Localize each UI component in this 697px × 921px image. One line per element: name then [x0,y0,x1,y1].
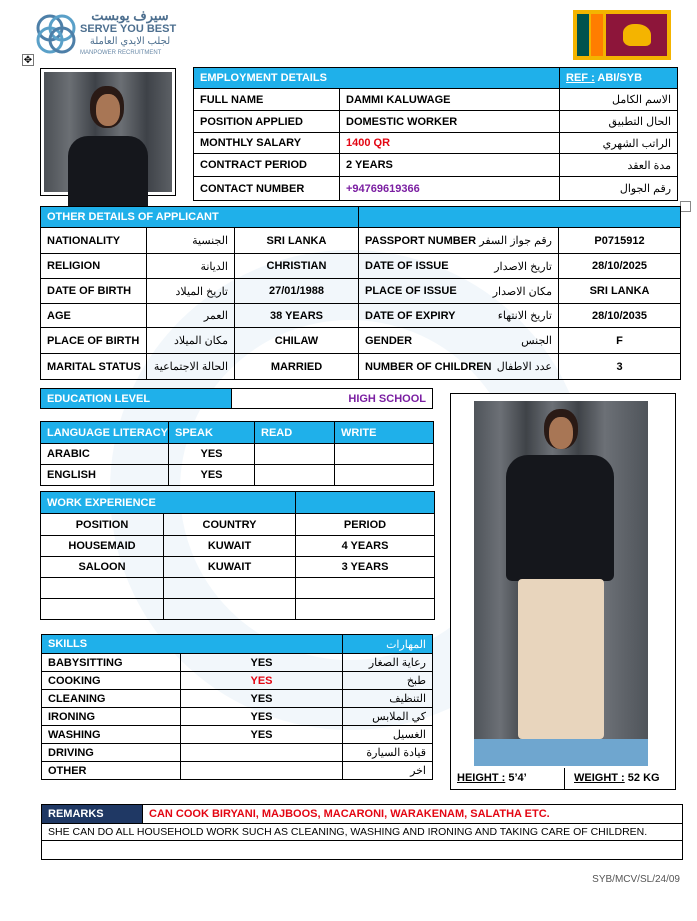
skill-value [181,762,343,780]
field-label-ar: الراتب الشهري [560,133,678,154]
position-cell: SALOON [41,557,164,578]
speak-value: YES [169,465,255,486]
table-row [41,557,435,578]
field-label-ar: الاسم الكامل [560,89,678,111]
field-label: MARITAL STATUS [41,354,147,380]
skill-name-ar: اخر [343,762,433,780]
education-table [40,388,433,409]
field-label: PLACE OF ISSUE [359,279,489,304]
skill-row [42,690,433,708]
work-experience-table [40,491,435,620]
skill-name-ar: كي الملابس [343,708,433,726]
skill-value: YES [181,726,343,744]
field-value: 27/01/1988 [235,279,359,304]
skill-name-ar: رعاية الصغار [343,654,433,672]
skill-name: DRIVING [42,744,181,762]
skill-value: YES [181,672,343,690]
skill-name-ar: قيادة السيارة [343,744,433,762]
logo-mark-icon [34,12,78,56]
field-label: GENDER [359,328,489,354]
field-label: NUMBER OF CHILDREN [359,354,489,380]
field-label: RELIGION [41,254,147,279]
move-handle-icon[interactable]: ✥ [23,55,33,66]
table-row [41,578,435,599]
field-label: FULL NAME [194,89,340,111]
skill-value: YES [181,654,343,672]
field-label-ar: مكان الاصدار [489,279,559,304]
field-label: DATE OF EXPIRY [359,304,489,328]
logo-arabic: سيرف يوبست [91,8,169,23]
weight-label: WEIGHT : [574,772,625,784]
field-value: 38 YEARS [235,304,359,328]
position-cell [41,599,164,620]
logo-sub: MANPOWER RECRUITMENT [80,50,162,56]
read-header: READ [255,422,335,444]
field-label-ar: تاريخ الانتهاء [489,304,559,328]
applicant-photo-full [450,393,676,790]
ref-cell [560,68,678,89]
field-label-ar: رقم الجوال [560,177,678,201]
language-header: LANGUAGE LITERACY [41,422,169,444]
field-label: AGE [41,304,147,328]
field-label: MONTHLY SALARY [194,133,340,154]
other-details-header: OTHER DETAILS OF APPLICANT [41,207,359,228]
field-label: POSITION APPLIED [194,111,340,133]
speak-value: YES [169,444,255,465]
skills-header: SKILLS [42,635,343,654]
applicant-photo-portrait [40,68,176,196]
speak-header: SPEAK [169,422,255,444]
country-cell: KUWAIT [164,536,296,557]
field-value: 1400 QR [340,133,560,154]
skills-header-ar: المهارات [343,635,433,654]
skill-value: YES [181,708,343,726]
field-value: SRI LANKA [235,228,359,254]
field-label-ar: عدد الاطفال [489,354,559,380]
field-label-ar: العمر [147,304,235,328]
field-value: DOMESTIC WORKER [340,111,560,133]
country-cell [164,599,296,620]
field-label-ar: تاريخ الاصدار [489,254,559,279]
skill-name: OTHER [42,762,181,780]
skill-row [42,672,433,690]
remarks-label: REMARKS [42,805,143,824]
field-label: CONTACT NUMBER [194,177,340,201]
field-label: PLACE OF BIRTH [41,328,147,354]
field-value: P0715912 [559,228,681,254]
ref-label: REF : [566,72,595,84]
ref-value: ABI/SYB [597,72,643,84]
field-value: F [559,328,681,354]
field-label: NATIONALITY [41,228,147,254]
position-cell [41,578,164,599]
language-name: ARABIC [41,444,169,465]
country-cell [164,578,296,599]
sri-lanka-flag-icon [573,10,671,60]
field-label: DATE OF ISSUE [359,254,489,279]
field-value: 28/10/2025 [559,254,681,279]
country-cell: KUWAIT [164,557,296,578]
table-row [41,536,435,557]
field-value: +94769619366 [340,177,560,201]
field-label-ar: الديانة [147,254,235,279]
skill-name: CLEANING [42,690,181,708]
resize-handle[interactable] [680,201,691,212]
remarks-table [41,804,683,860]
period-cell: 4 YEARS [296,536,435,557]
skill-row [42,654,433,672]
field-label-ar: مدة العقد [560,154,678,177]
field-value: DAMMI KALUWAGE [340,89,560,111]
skill-row [42,708,433,726]
skill-row [42,762,433,780]
height-label: HEIGHT : [457,772,506,784]
language-name: ENGLISH [41,465,169,486]
weight-value: 52 KG [627,772,660,784]
position-cell: HOUSEMAID [41,536,164,557]
logo-english: SERVE YOU BEST [80,23,177,35]
company-logo [30,8,180,63]
field-label: DATE OF BIRTH [41,279,147,304]
employment-header: EMPLOYMENT DETAILS [194,68,560,89]
other-details-table [40,206,681,380]
field-label-ar: الحال التطبيق [560,111,678,133]
language-literacy-table [40,421,434,486]
field-value: CHRISTIAN [235,254,359,279]
skills-table [41,634,433,780]
table-row [41,599,435,620]
field-value: 3 [559,354,681,380]
skill-row [42,744,433,762]
field-label-ar: مكان الميلاد [147,328,235,354]
column-header: COUNTRY [164,514,296,536]
field-value: CHILAW [235,328,359,354]
remarks-highlight: CAN COOK BIRYANI, MAJBOOS, MACARONI, WARAKENAM, SALATHA ETC. [143,805,683,824]
field-value: 2 YEARS [340,154,560,177]
remarks-text: SHE CAN DO ALL HOUSEHOLD WORK SUCH AS CLEANING, WASHING AND IRONING AND TAKING CARE OF CHILDREN. [42,824,683,841]
skill-value: YES [181,690,343,708]
skill-row [42,726,433,744]
skill-name: IRONING [42,708,181,726]
skill-value [181,744,343,762]
period-cell: 3 YEARS [296,557,435,578]
field-label-ar: الجنسية [147,228,235,254]
education-value: HIGH SCHOOL [232,389,433,409]
skill-name-ar: طبخ [343,672,433,690]
height-field [457,772,527,784]
period-cell [296,578,435,599]
skill-name-ar: التنظيف [343,690,433,708]
document-code: SYB/MCV/SL/24/09 [592,874,680,885]
field-label: CONTRACT PERIOD [194,154,340,177]
field-value: SRI LANKA [559,279,681,304]
field-label-ar: الجنس [489,328,559,354]
write-value [335,465,434,486]
period-cell [296,599,435,620]
write-header: WRITE [335,422,434,444]
field-value: 28/10/2035 [559,304,681,328]
column-header: PERIOD [296,514,435,536]
field-label-ar: رقم جواز السفر [489,228,559,254]
field-value: MARRIED [235,354,359,380]
weight-field [574,772,660,784]
field-label-ar: الحالة الاجتماعية [147,354,235,380]
read-value [255,465,335,486]
skill-name: BABYSITTING [42,654,181,672]
field-label: PASSPORT NUMBER [359,228,489,254]
skill-name: COOKING [42,672,181,690]
skill-name-ar: الغسيل [343,726,433,744]
height-value: 5’4’ [508,772,527,784]
read-value [255,444,335,465]
logo-arabic-sub: لجلب الايدي العاملة [89,36,171,47]
write-value [335,444,434,465]
skill-name: WASHING [42,726,181,744]
work-experience-header: WORK EXPERIENCE [41,492,296,514]
field-label-ar: تاريخ الميلاد [147,279,235,304]
employment-details-table [193,67,678,201]
column-header: POSITION [41,514,164,536]
education-label: EDUCATION LEVEL [41,389,232,409]
